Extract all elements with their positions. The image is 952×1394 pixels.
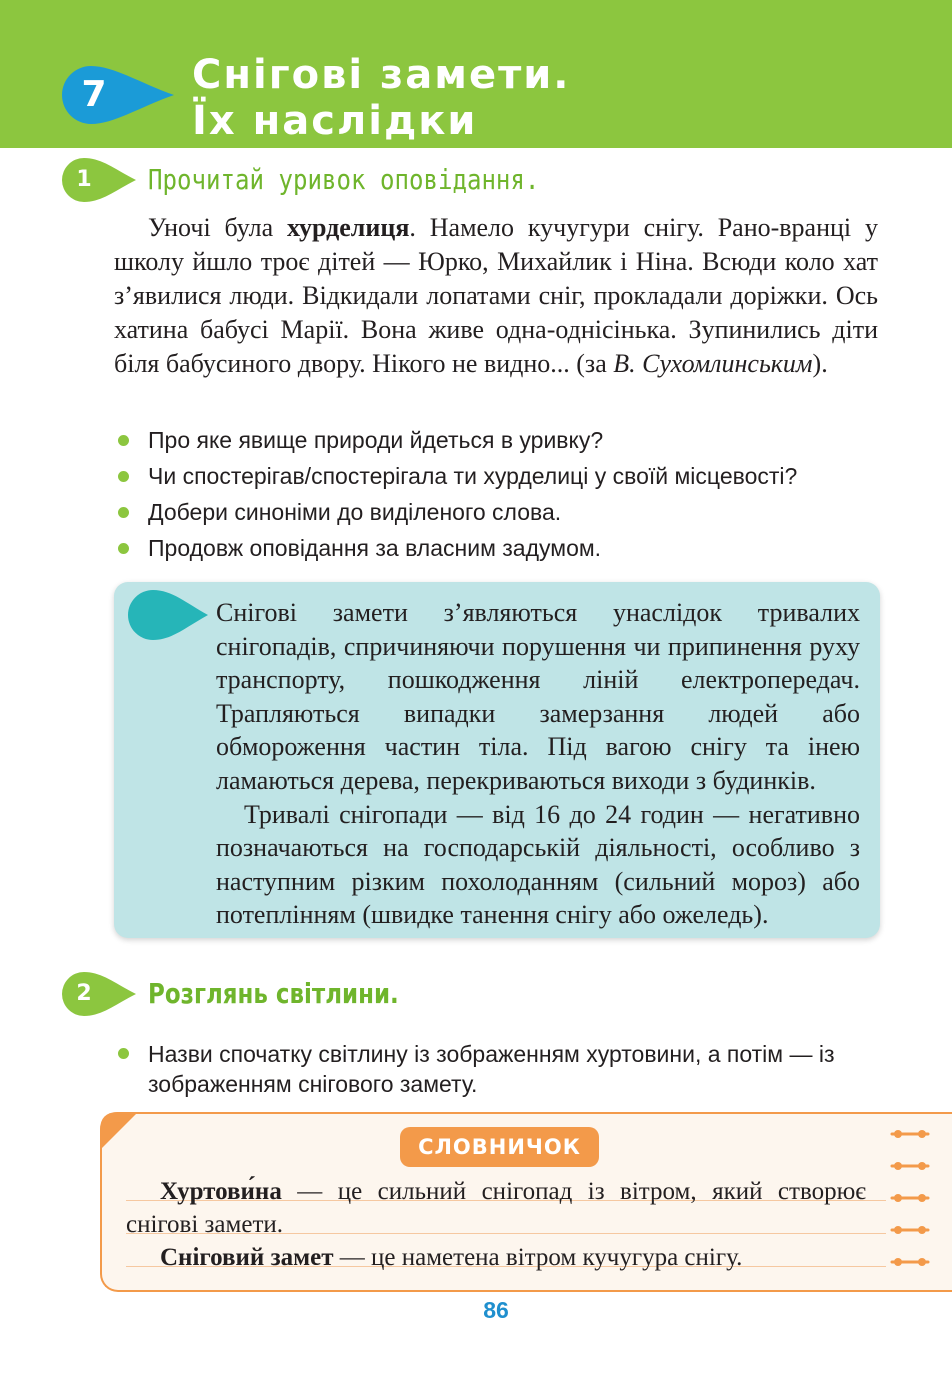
task-1-number: 1 [76,167,92,192]
question-text: Добери синоніми до виділеного слова. [148,499,562,525]
dictionary-entry [126,1241,866,1274]
bullet-icon [118,1048,129,1059]
info-paragraph-2: Тривалі снігопади — від 16 до 24 годин — негативно позначаються на господарській діяльності, особливо з наступним різким похолоданням (сильний мороз) або потеплінням (швидке танення снігу або ожеледь). [216,799,860,930]
notebook-rings-icon [888,1124,938,1274]
story-text-1: Уночі була [148,213,287,242]
story-author: В. Сухомлинським [613,349,813,378]
bullet-icon [118,435,129,446]
page-fold-icon [98,1110,142,1154]
task-2-questions [114,1039,884,1099]
info-paragraph-1: Снігові замети з’являються унаслідок тривалих снігопадів, спричиняючи порушення чи припинення руху транспорту, пошкодження ліній електропередач. Трапляються випадки замерзання людей або обмороження частин тіла. Під вагою снігу та інею ламаються дерева, перекриваються виходи з будинків. [216,598,860,795]
bullet-icon [118,471,129,482]
info-text [216,596,860,932]
page-number: 86 [483,1297,509,1323]
task-2-title: Розглянь світлини. [148,977,399,1010]
dictionary-term: Хуртови́на [160,1178,282,1205]
title-line-2: Їх наслідки [192,98,478,144]
page-title [192,52,571,144]
bullet-icon [118,507,129,518]
dictionary-definition: — це сильний снігопад із вітром, який створює снігові замети. [126,1178,866,1238]
list-item [114,494,884,530]
dictionary-entry [126,1175,866,1241]
dictionary-entries [126,1175,866,1274]
story-text-2: . Намело кучугури снігу. Рано-вранці у школу йшло троє дітей — Юрко, Михайлик і Ніна. Всюди коло хат з’явилися люди. Відкидали лопатами сніг, прокладали доріжки. Ось хатина бабусі Марії. Вона живе одна-однісінька. Зупинились діти біля бабусиного двору. Нікого не видно... (за [114,213,878,378]
list-item [114,1039,884,1099]
task-1-title: Прочитай уривок оповідання. [148,163,540,196]
list-item [114,422,884,458]
list-item [114,458,884,494]
question-text: Продовж оповідання за власним задумом. [148,535,602,561]
story-excerpt [114,211,878,381]
lesson-number: 7 [81,74,107,115]
dictionary-label: СЛОВНИЧОК [400,1127,599,1167]
question-text: Про яке явище природи йдеться в уривку? [148,427,604,453]
question-text: Чи спостерігав/спостерігала ти хурделиці у своїй місцевості? [148,463,798,489]
title-line-1: Снігові замети. [192,52,571,98]
dictionary-definition: — це наметена вітром кучугура снігу. [333,1244,743,1271]
bullet-icon [118,543,129,554]
task-1-questions [114,422,884,566]
dictionary-term: Сніговий замет [160,1244,334,1271]
info-drop-icon [128,590,208,640]
list-item [114,530,884,566]
highlighted-word: хурделиця [286,213,410,242]
story-text-3: ). [812,349,828,378]
task-2-number: 2 [76,981,92,1006]
question-text: Назви спочатку світлину із зображенням хуртовини, а потім — із зображенням снігового замету. [148,1041,835,1097]
lesson-number-badge [62,66,174,124]
